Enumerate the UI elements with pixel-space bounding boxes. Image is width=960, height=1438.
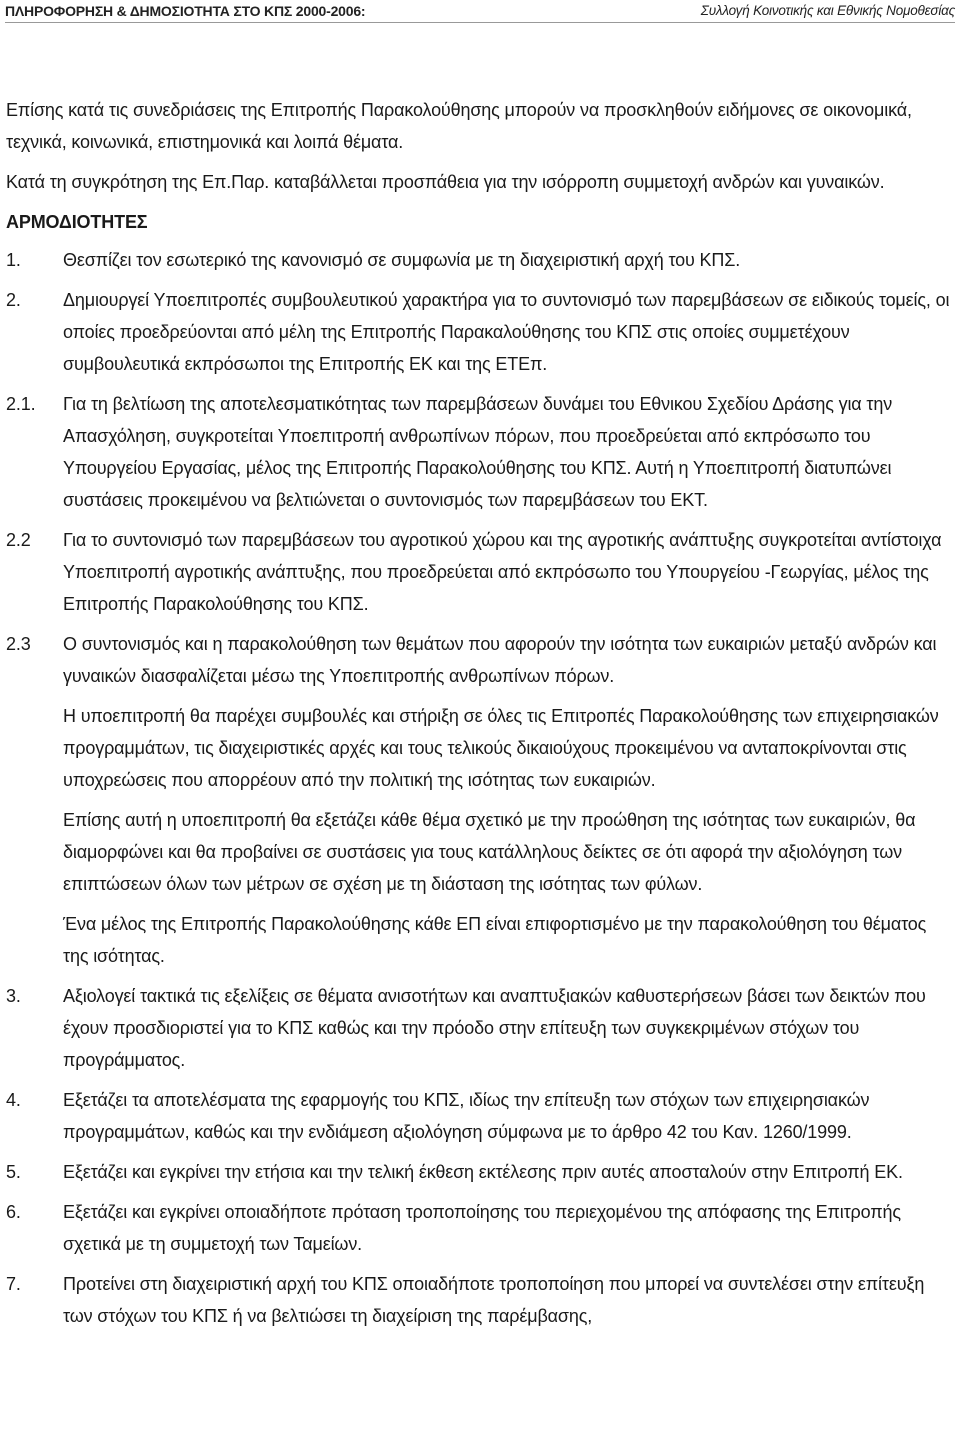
- list-item: [6, 284, 956, 380]
- header-title: ΠΛΗΡΟΦΟΡΗΣΗ & ΔΗΜΟΣΙΟΤΗΤΑ ΣΤΟ ΚΠΣ 2000-2006:: [5, 3, 366, 19]
- item-number: 1.: [6, 250, 21, 270]
- item-number: 6.: [6, 1202, 21, 1222]
- item-text: Θεσπίζει τον εσωτερικό της κανονισμό σε συμφωνία με τη διαχειριστική αρχή του ΚΠΣ.: [63, 250, 741, 270]
- item-number: 2.1.: [6, 394, 36, 414]
- list-item: [6, 388, 956, 516]
- list-item: [6, 1268, 956, 1332]
- sub-paragraph: Επίσης αυτή η υποεπιτροπή θα εξετάζει κάθε θέμα σχετικό με την προώθηση της ισότητας των ευκαιριών, θα διαμορφώνει και θα προβαίνει σε συστάσεις για τους κατάλληλους δείκτες σε ότι αφορά την αξιολόγηση των επιπτώσεων όλων των μέτρων σε σχέση με τη διάσταση της ισότητας των φύλων.: [63, 810, 916, 894]
- document-body: [6, 94, 956, 1332]
- section-heading: ΑΡΜΟΔΙΟΤΗΤΕΣ: [6, 212, 148, 232]
- list-item: [6, 1084, 956, 1148]
- item-number: 2.3: [6, 634, 31, 654]
- item-number: 2.: [6, 290, 21, 310]
- item-text: Προτείνει στη διαχειριστική αρχή του ΚΠΣ οποιαδήποτε τροποποίηση που μπορεί να συντελέσει στην επίτευξη των στόχων του ΚΠΣ ή να βελτιώσει τη διαχείριση της παρέμβασης,: [63, 1274, 925, 1326]
- list-item: [6, 628, 956, 692]
- item-number: 7.: [6, 1274, 21, 1294]
- header-subtitle: Συλλογή Κοινοτικής και Εθνικής Νομοθεσίας: [700, 3, 955, 18]
- item-text: Για το συντονισμό των παρεμβάσεων του αγροτικού χώρου και της αγροτικής ανάπτυξης συγκροτείται αντίστοιχα Υποεπιτροπή αγροτικής ανάπτυξης, που προεδρεύεται από εκπρόσωπο του Υπουργείου -Γεωργίας, μέλος της Επιτροπής Παρακολούθησης του ΚΠΣ.: [63, 530, 942, 614]
- item-text: Δημιουργεί Υποεπιτροπές συμβουλευτικού χαρακτήρα για το συντονισμό των παρεμβάσεων σε ειδικούς τομείς, οι οποίες προεδρεύονται από μέλη της Επιτροπής Παρακαλούθησης του ΚΠΣ στις οποίες συμμετέχουν συμβουλευτικά εκπρόσωποι της Επιτροπής ΕΚ και της ΕΤΕπ.: [63, 290, 950, 374]
- item-text: Εξετάζει και εγκρίνει οποιαδήποτε πρόταση τροποποίησης του περιεχομένου της απόφασης της Επιτροπής σχετικά με τη συμμετοχή των Ταμείων.: [63, 1202, 901, 1254]
- item-text: Αξιολογεί τακτικά τις εξελίξεις σε θέματα ανισοτήτων και αναπτυξιακών καθυστερήσεων βάσει των δεικτών που έχουν προσδιοριστεί για το ΚΠΣ καθώς και την πρόοδο στην επίτευξη των συγκεκριμένων στόχων του προγράμματος.: [63, 986, 926, 1070]
- item-number: 3.: [6, 986, 21, 1006]
- intro-paragraph: Επίσης κατά τις συνεδριάσεις της Επιτροπής Παρακολούθησης μπορούν να προσκληθούν ειδήμονες σε οικονομικά, τεχνικά, κοινωνικά, επιστημονικά και λοιπά θέματα.: [6, 100, 912, 152]
- item-number: 4.: [6, 1090, 21, 1110]
- list-item: [6, 980, 956, 1076]
- sub-paragraph: Ένα μέλος της Επιτροπής Παρακολούθησης κάθε ΕΠ είναι επιφορτισμένο με την παρακολούθηση του θέματος της ισότητας.: [63, 914, 927, 966]
- item-text: Ο συντονισμός και η παρακολούθηση των θεμάτων που αφορούν την ισότητα των ευκαιριών μεταξύ ανδρών και γυναικών διασφαλίζεται μέσω της Υποεπιτροπής ανθρωπίνων πόρων.: [63, 634, 937, 686]
- list-item: [6, 524, 956, 620]
- item-text: Εξετάζει και εγκρίνει την ετήσια και την τελική έκθεση εκτέλεσης πριν αυτές αποσταλούν στην Επιτροπή ΕΚ.: [63, 1162, 903, 1182]
- running-header: [0, 0, 960, 26]
- item-text: Εξετάζει τα αποτελέσματα της εφαρμογής του ΚΠΣ, ιδίως την επίτευξη των στόχων των επιχειρησιακών προγραμμάτων, καθώς και την ενδιάμεση αξιολόγηση σύμφωνα με το άρθρο 42 του Καν. 1260/1999.: [63, 1090, 870, 1142]
- item-number: 5.: [6, 1162, 21, 1182]
- item-number: 2.2: [6, 530, 31, 550]
- list-item: [6, 1156, 956, 1188]
- list-item: [6, 1196, 956, 1260]
- sub-paragraph: Η υποεπιτροπή θα παρέχει συμβουλές και στήριξη σε όλες τις Επιτροπές Παρακολούθησης των επιχειρησιακών προγραμμάτων, τις διαχειριστικές αρχές και τους τελικούς δικαιούχους προκειμένου να ανταποκρίνονται στις υποχρεώσεις που απορρέουν από την πολιτική της ισότητας των ευκαιριών.: [63, 706, 939, 790]
- list-item: [6, 244, 956, 276]
- intro-paragraph: Κατά τη συγκρότηση της Επ.Παρ. καταβάλλεται προσπάθεια για την ισόρροπη συμμετοχή ανδρών και γυναικών.: [6, 172, 885, 192]
- item-text: Για τη βελτίωση της αποτελεσματικότητας των παρεμβάσεων δυνάμει του Εθνικου Σχεδίου Δράσης για την Απασχόληση, συγκροτείται Υποεπιτροπή ανθρωπίνων πόρων, που προεδρεύεται από εκπρόσωπο του Υπουργείου Εργασίας, μέλος της Επιτροπής Παρακολούθησης του ΚΠΣ. Αυτή η Υποεπιτροπή διατυπώνει συστάσεις προκειμένου να βελτιώνεται ο συντονισμός των παρεμβάσεων του ΕΚΤ.: [63, 394, 893, 510]
